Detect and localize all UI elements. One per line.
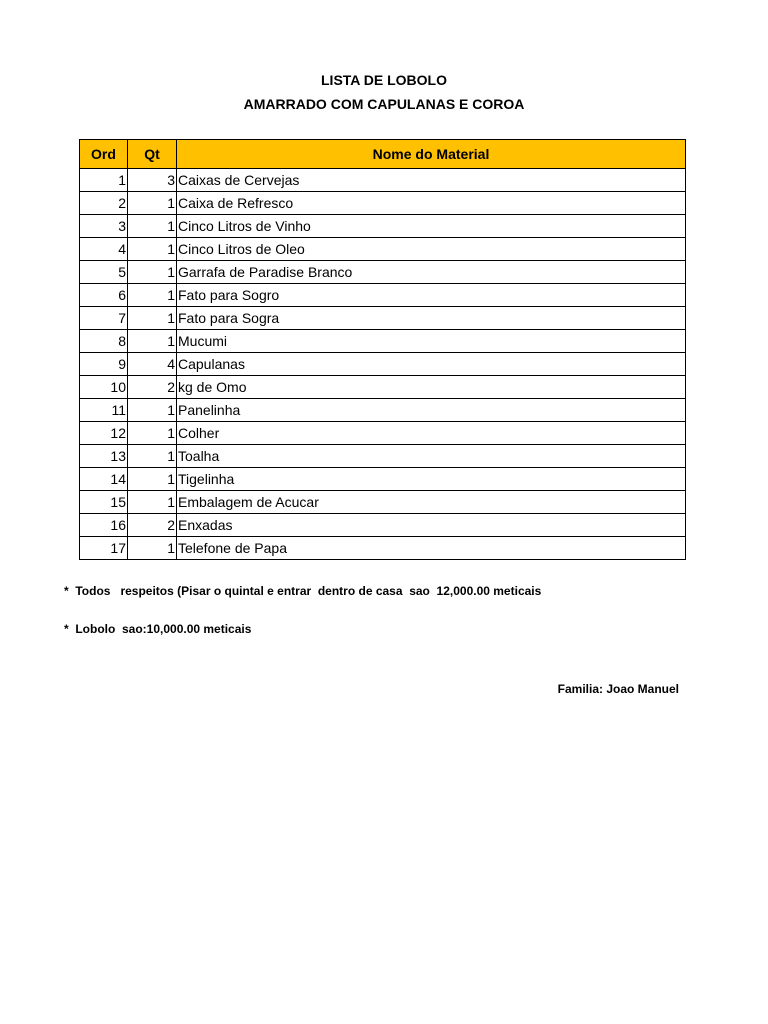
cell-ord: 12 — [80, 422, 128, 445]
cell-qt: 1 — [128, 468, 177, 491]
cell-qt: 1 — [128, 307, 177, 330]
cell-material-name: Caixas de Cervejas — [177, 169, 686, 192]
cell-qt: 1 — [128, 537, 177, 560]
note-respeitos: * Todos respeitos (Pisar o quintal e entrar dentro de casa sao 12,000.00 meticais — [64, 584, 542, 598]
table-row — [80, 445, 686, 468]
cell-qt: 1 — [128, 445, 177, 468]
cell-material-name: Toalha — [177, 445, 686, 468]
document-title: LISTA DE LOBOLO — [321, 72, 447, 88]
cell-material-name: Panelinha — [177, 399, 686, 422]
cell-material-name: Cinco Litros de Oleo — [177, 238, 686, 261]
cell-material-name: Enxadas — [177, 514, 686, 537]
table-header-row — [80, 140, 686, 169]
cell-ord: 11 — [80, 399, 128, 422]
table-row — [80, 537, 686, 560]
cell-ord: 15 — [80, 491, 128, 514]
cell-material-name: kg de Omo — [177, 376, 686, 399]
cell-material-name: Cinco Litros de Vinho — [177, 215, 686, 238]
cell-material-name: Mucumi — [177, 330, 686, 353]
cell-ord: 2 — [80, 192, 128, 215]
table-row — [80, 376, 686, 399]
table-row — [80, 330, 686, 353]
cell-ord: 5 — [80, 261, 128, 284]
table-row — [80, 215, 686, 238]
family-signature: Familia: Joao Manuel — [557, 682, 679, 696]
table-row — [80, 307, 686, 330]
table-row — [80, 238, 686, 261]
cell-ord: 16 — [80, 514, 128, 537]
cell-ord: 9 — [80, 353, 128, 376]
cell-material-name: Capulanas — [177, 353, 686, 376]
cell-qt: 1 — [128, 238, 177, 261]
table-row — [80, 514, 686, 537]
cell-ord: 17 — [80, 537, 128, 560]
cell-qt: 2 — [128, 376, 177, 399]
cell-material-name: Caixa de Refresco — [177, 192, 686, 215]
table-row — [80, 468, 686, 491]
document-subtitle: AMARRADO COM CAPULANAS E COROA — [243, 96, 525, 112]
cell-qt: 1 — [128, 330, 177, 353]
cell-ord: 13 — [80, 445, 128, 468]
table-row — [80, 422, 686, 445]
cell-qt: 1 — [128, 491, 177, 514]
column-header-qt: Qt — [128, 140, 177, 169]
table-body — [80, 169, 686, 560]
cell-ord: 6 — [80, 284, 128, 307]
column-header-name: Nome do Material — [177, 140, 686, 169]
cell-ord: 8 — [80, 330, 128, 353]
cell-material-name: Fato para Sogro — [177, 284, 686, 307]
table-row — [80, 192, 686, 215]
table-row — [80, 399, 686, 422]
cell-material-name: Garrafa de Paradise Branco — [177, 261, 686, 284]
cell-material-name: Tigelinha — [177, 468, 686, 491]
cell-qt: 4 — [128, 353, 177, 376]
cell-qt: 3 — [128, 169, 177, 192]
table-row — [80, 284, 686, 307]
cell-material-name: Colher — [177, 422, 686, 445]
cell-qt: 1 — [128, 215, 177, 238]
cell-qt: 1 — [128, 284, 177, 307]
cell-ord: 7 — [80, 307, 128, 330]
table-row — [80, 261, 686, 284]
table-row — [80, 491, 686, 514]
cell-qt: 1 — [128, 422, 177, 445]
cell-qt: 1 — [128, 261, 177, 284]
cell-ord: 3 — [80, 215, 128, 238]
cell-ord: 4 — [80, 238, 128, 261]
cell-qt: 1 — [128, 399, 177, 422]
cell-ord: 1 — [80, 169, 128, 192]
material-table — [79, 139, 686, 560]
table-row — [80, 353, 686, 376]
table-row — [80, 169, 686, 192]
column-header-ord: Ord — [80, 140, 128, 169]
cell-qt: 2 — [128, 514, 177, 537]
cell-ord: 14 — [80, 468, 128, 491]
cell-material-name: Telefone de Papa — [177, 537, 686, 560]
cell-qt: 1 — [128, 192, 177, 215]
cell-ord: 10 — [80, 376, 128, 399]
cell-material-name: Embalagem de Acucar — [177, 491, 686, 514]
note-lobolo: * Lobolo sao:10,000.00 meticais — [64, 622, 252, 636]
cell-material-name: Fato para Sogra — [177, 307, 686, 330]
